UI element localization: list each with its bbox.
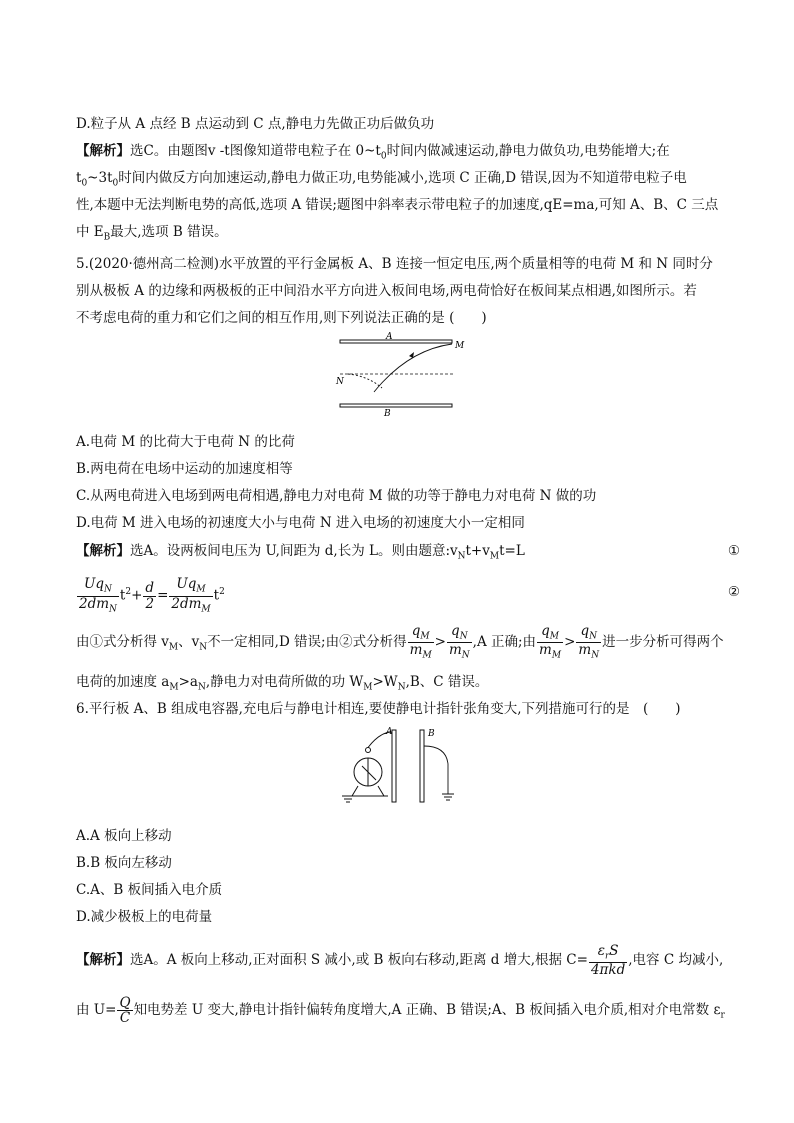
question-5-line-2: 别从极板 A 的边缘和两极板的正中间沿水平方向进入板间电场,两电荷恰好在板间某点相遇,如图所示。若 bbox=[76, 283, 697, 299]
eq-no-2: ② bbox=[727, 584, 740, 600]
figure-electrometer bbox=[334, 724, 464, 810]
frac-capacitance: $\frac{\varepsilon_rS}{\text{4πkd}}$ bbox=[590, 942, 626, 978]
answer-6-line-1: 【解析】选A。A 板向上移动,正对面积 S 减小,或 B 板向右移动,距离 d 增大,根据 C= $\frac{\varepsilon_rS}{\text{4πkd}}$ ,电容 C 均减小, bbox=[76, 942, 724, 978]
q5-option-c: C.从两电荷进入电场到两电荷相遇,静电力对电荷 M 做的功等于静电力对电荷 N 做的功 bbox=[76, 488, 597, 504]
label-a: A bbox=[386, 727, 393, 737]
answer-5-line-4: 电荷的加速度 $a_M>a_N$,静电力对电荷所做的功 $W_M>W_N,B$、C 错误。 bbox=[76, 674, 489, 693]
trajectory-n bbox=[348, 374, 382, 388]
label-n: N bbox=[336, 377, 344, 387]
label-b: B bbox=[384, 409, 391, 419]
label-m: M bbox=[455, 341, 465, 351]
q6-option-c: C.A、B 板间插入电介质 bbox=[76, 882, 223, 898]
analysis-tag: 【解析】 bbox=[76, 143, 130, 159]
frac-uqm: $\frac{Uq_M}{2dm_M}$ bbox=[171, 576, 211, 615]
answer-4-line-1: 【解析】选C。由题图v -t图像知道带电粒子在 $0\sim t_0$时间内做减速运动,静电力做负功,电势能增大;在 bbox=[76, 143, 670, 162]
q5-option-b: B.两电荷在电场中运动的加速度相等 bbox=[76, 461, 293, 477]
answer-6-line-2: 由 U= $\frac{Q}{C}$ 知电势差 U 变大,静电计指针偏转角度增大,A 正确、B 错误;A、B 板间插入电介质,相对介电常数 $\varepsilon_r$ bbox=[76, 994, 725, 1026]
question-5-line-3: 不考虑电荷的重力和它们之间的相互作用,则下列说法正确的是 ( ) bbox=[76, 310, 487, 326]
q6-option-b: B.B 板向左移动 bbox=[76, 855, 172, 871]
question-6-line-1: 6.平行板 A、B 组成电容器,充电后与静电计相连,要使静电计指针张角变大,下列措施可行的是 ( ) bbox=[76, 701, 681, 717]
label-b: B bbox=[428, 729, 435, 739]
frac-qn-mn: $\frac{q_N}{m_N}$ bbox=[448, 622, 470, 661]
answer-4-line-4: 中 $E_B$最大,选项 B 错误。 bbox=[76, 224, 228, 243]
frac-d-2: $\frac{d}{2}$ bbox=[145, 580, 155, 612]
answer-4-line-3: 性,本题中无法判断电势的高低,选项 A 错误;题图中斜率表示带电粒子的加速度,qE=ma,可知 A、B、C 三点 bbox=[76, 197, 719, 213]
answer-4-line-2: $t_0\sim 3t_0$时间内做反方向加速运动,静电力做正功,电势能减小,选项 C 正确,D 错误,因为不知道带电粒子电 bbox=[76, 170, 687, 189]
answer-5-equation-2: $\frac{Uq_N}{2dm_N}$ $t^2+$ $\frac{d}{2}$ = $\frac{Uq_M}{2dm_M}$ $t^2$ ② bbox=[76, 572, 764, 614]
q5-option-a: A.电荷 M 的比荷大于电荷 N 的比荷 bbox=[76, 434, 295, 450]
eq-no-1: ① bbox=[727, 543, 740, 559]
frac-q-c: $\frac{Q}{C}$ bbox=[119, 994, 131, 1026]
figure-parallel-plates bbox=[330, 330, 470, 420]
answer-5-line-1: 【解析】选A。设两板间电压为 U,间距为 d,长为 L。则由题意$:v_Nt+v_Mt=L$ ① bbox=[76, 543, 740, 562]
frac-qn-mn-2: $\frac{q_N}{m_N}$ bbox=[578, 622, 600, 661]
question-5-line-1: 5.(2020·德州高二检测)水平放置的平行金属板 A、B 连接一恒定电压,两个质量相等的电荷 M 和 N 同时分 bbox=[76, 256, 713, 272]
frac-qm-mm-2: $\frac{q_M}{m_M}$ bbox=[539, 622, 562, 661]
electrometer-needle bbox=[362, 766, 376, 780]
frac-uqn: $\frac{Uq_N}{2dm_N}$ bbox=[79, 576, 117, 615]
q5-option-d: D.电荷 M 进入电场的初速度大小与电荷 N 进入电场的初速度大小一定相同 bbox=[76, 515, 525, 531]
plate-b bbox=[420, 730, 424, 802]
trajectory-m bbox=[374, 344, 452, 392]
ground-wire-b bbox=[424, 746, 448, 794]
answer-5-line-3: 由①式分析得 $v_M$、$v_N$不一定相同,D 错误;由②式分析得 $\frac{q_M}{m_M}$ > $\frac{q_N}{m_N}$ ,A 正确;由 $\frac{q_M}{m_M}$ > $\frac{q_N}{m_N}$ 进一步分析可得两个 bbox=[76, 622, 724, 661]
plate-a bbox=[392, 730, 396, 802]
q6-option-d: D.减少极板上的电荷量 bbox=[76, 909, 213, 925]
label-a: A bbox=[386, 332, 393, 342]
q4-option-d: D.粒子从 A 点经 B 点运动到 C 点,静电力先做正功后做负功 bbox=[76, 116, 435, 132]
plate-a bbox=[340, 340, 452, 343]
q6-option-a: A.A 板向上移动 bbox=[76, 828, 172, 844]
frac-qm-mm: $\frac{q_M}{m_M}$ bbox=[409, 622, 432, 661]
plate-b bbox=[340, 404, 452, 407]
